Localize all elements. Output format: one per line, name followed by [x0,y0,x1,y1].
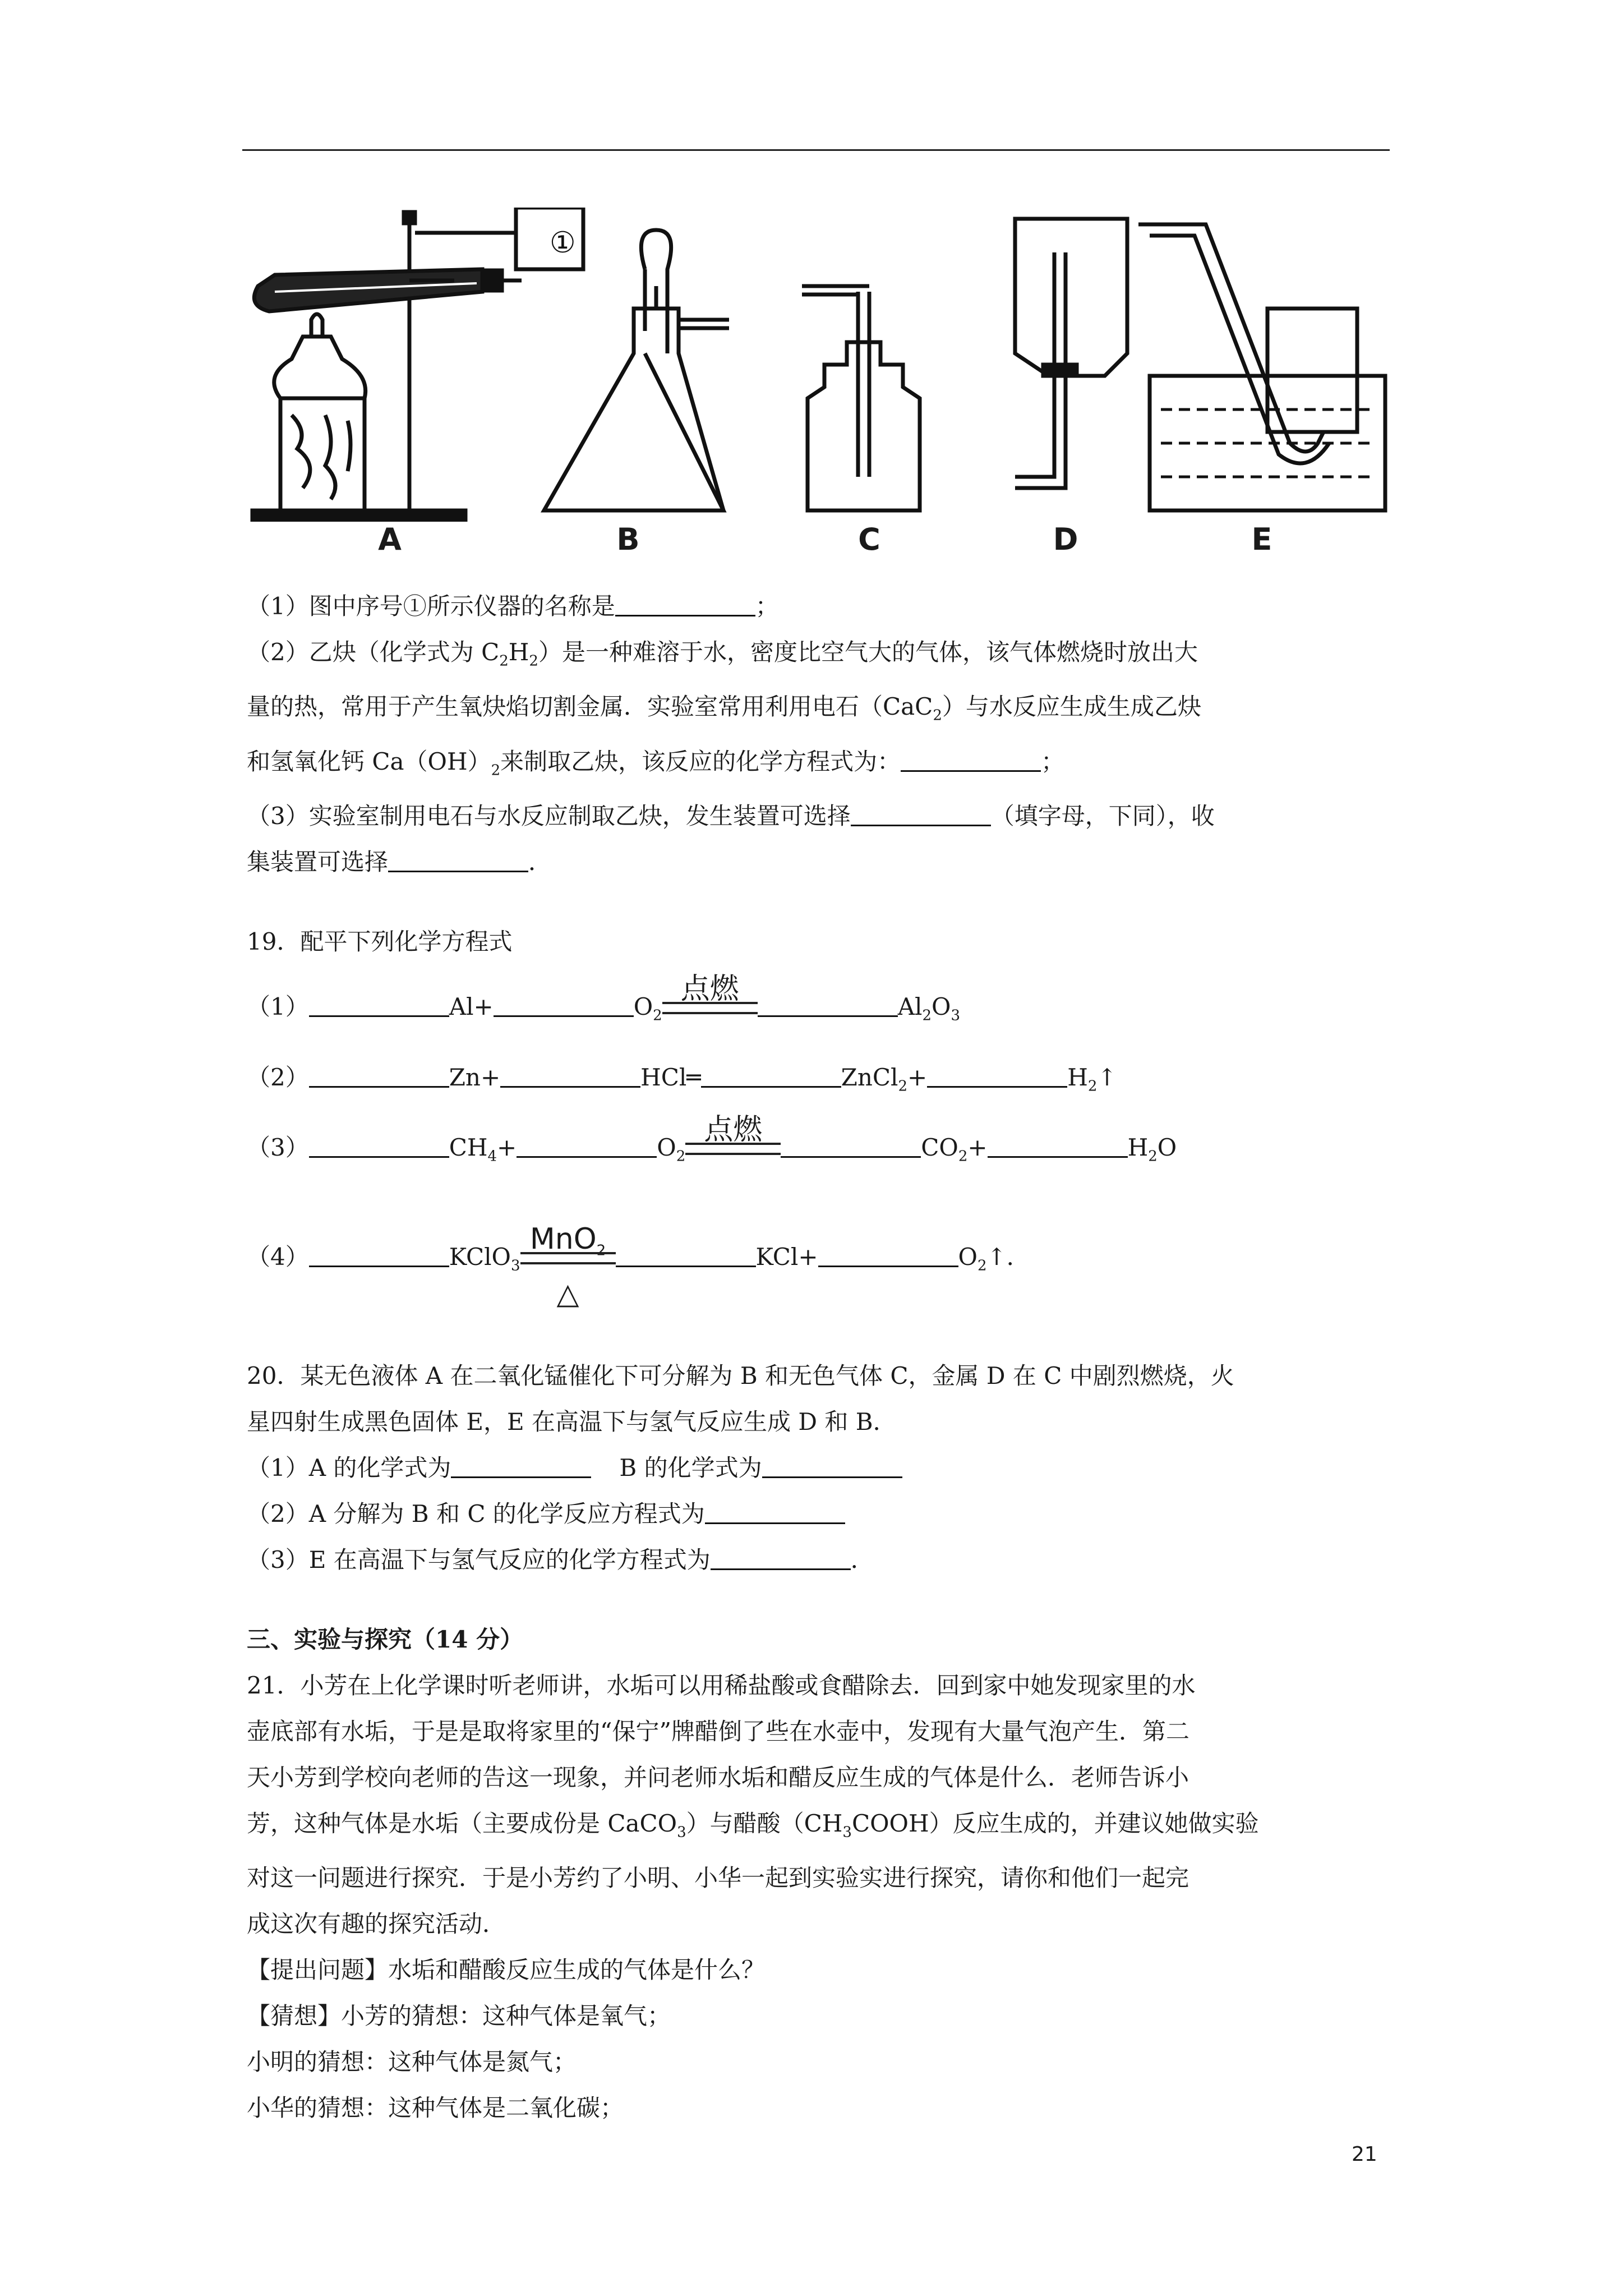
q20-part1: （1）A 的化学式为 B 的化学式为 [247,1445,1391,1491]
q21-line4: 芳，这种气体是水垢（主要成份是 CaCO$_3$）与醋酸$(CH_3COOH)$反应生成的，并建议她做实验 [247,1809,1259,1841]
q21-line6: 成这次有趣的探究活动． [247,1910,506,1938]
answer-blank[interactable] [517,1125,657,1158]
answer-blank[interactable] [851,793,991,826]
q18-part2-line1: （2）乙炔（化学式为 $C_2H_2$）是一种难溶于水，密度比空气大的气体，该气体燃烧时放出大 [247,638,1198,670]
q21-line2: 壶底部有水垢，于是是取将家里的“保宁”牌醋倒了些在水壶中，发现有大量气泡产生．第二 [247,1717,1189,1745]
answer-blank[interactable] [901,739,1041,772]
q21-line3: 天小芳到学校向老师的告这一现象，并问老师水垢和醋反应生成的气体是什么．老师告诉小 [247,1763,1189,1791]
apparatus-figure [241,208,1396,578]
answer-blank[interactable] [758,984,898,1017]
q20-part2: （2）A 分解为 B 和 C 的化学反应方程式为 [247,1491,1391,1537]
answer-blank[interactable] [309,984,449,1017]
section-3-title: 三、实验与探究（14 分） [247,1625,524,1653]
condition-burn: 点燃 [662,997,758,1020]
q20-line2: 星四射生成黑色固体 E，E 在高温下与氢气反应生成 D 和 B． [247,1407,897,1435]
q18-part2-line2: 量的热，常用于产生氧炔焰切割金属．实验室常用利用电石（CaC$_2$）与水反应生成生成乙炔 [247,693,1201,724]
answer-blank[interactable] [781,1125,921,1158]
answer-blank[interactable] [705,1491,845,1524]
q18-part3-line1: （3）实验室制用电石与水反应制取乙炔，发生装置可选择 （填字母，下同），收 [247,793,1391,839]
q21-line9: 小明的猜想：这种气体是氮气； [247,2048,577,2076]
condition-mno2-heat: MnO$_2$ △ [520,1248,616,1270]
q21-line5: 对这一问题进行探究．于是小芳约了小明、小华一起到实验实进行探究，请你和他们一起完 [247,1864,1189,1892]
answer-blank[interactable] [451,1445,591,1478]
answer-blank[interactable] [927,1055,1067,1088]
q21-line8: 【猜想】小芳的猜想：这种气体是氧气； [247,2002,671,2030]
figure-label-e: E [1251,522,1272,557]
answer-blank[interactable] [762,1445,902,1478]
q19-equation-2: （2） Zn+ HCl═ ZnCl$_2$+ $H_2↑$ [247,1047,1391,1117]
answer-blank[interactable] [701,1055,841,1088]
answer-blank[interactable] [388,839,528,872]
figure-label-a: A [378,522,402,557]
page-content [247,583,1391,2131]
q19-title: 19．配平下列化学方程式 [247,928,513,956]
answer-blank[interactable] [309,1055,449,1088]
answer-blank[interactable] [309,1234,449,1267]
header-rule [242,149,1390,151]
figure-label-d: D [1053,522,1078,557]
q21-line7: 【提出问题】水垢和醋酸反应生成的气体是什么？ [247,1956,766,1984]
answer-blank[interactable] [988,1125,1128,1158]
q20-line1: 20．某无色液体 A 在二氧化锰催化下可分解为 B 和无色气体 C，金属 D 在 C 中剧烈燃烧，火 [247,1361,1234,1389]
q21-line1: 21．小芳在上化学课时听老师讲，水垢可以用稀盐酸或食醋除去．回到家中她发现家里的水 [247,1671,1196,1699]
answer-blank[interactable] [818,1234,958,1267]
q18-part2-line3: 和氢氧化钙 $Ca(OH)_2$来制取乙炔，该反应的化学方程式为： ； [247,739,1391,793]
circled-one-label: ① [550,226,576,260]
page-number: 21 [1352,2143,1377,2166]
answer-blank[interactable] [500,1055,640,1088]
q21-line10: 小华的猜想：这种气体是二氧化碳； [247,2094,624,2122]
q19-equation-1: （1） $Al+ O_2$ 点燃 $Al_2O_3$ [247,972,960,1024]
answer-blank[interactable] [615,583,755,616]
q18-part3-line2: 集装置可选择 ． [247,839,1391,885]
answer-blank[interactable] [494,984,634,1017]
condition-burn: 点燃 [685,1138,781,1161]
answer-blank[interactable] [711,1537,851,1570]
apparatus-drawing [241,208,1396,522]
q18-part1: （1）图中序号①所示仪器的名称是 ； [247,583,1391,629]
figure-label-c: C [858,522,880,557]
q20-part3: （3）E 在高温下与氢气反应的化学方程式为 ． [247,1537,1391,1583]
q19-equation-4: （4） KClO$_3$ MnO$_2$ △ $KCl+ O_2↑$． [247,1222,1030,1312]
q19-equation-3: （3） $CH_4+ O_2$ 点燃 $CO_2+ H_2O$ [247,1112,1177,1165]
answer-blank[interactable] [309,1125,449,1158]
figure-label-b: B [616,522,640,557]
answer-blank[interactable] [616,1234,756,1267]
